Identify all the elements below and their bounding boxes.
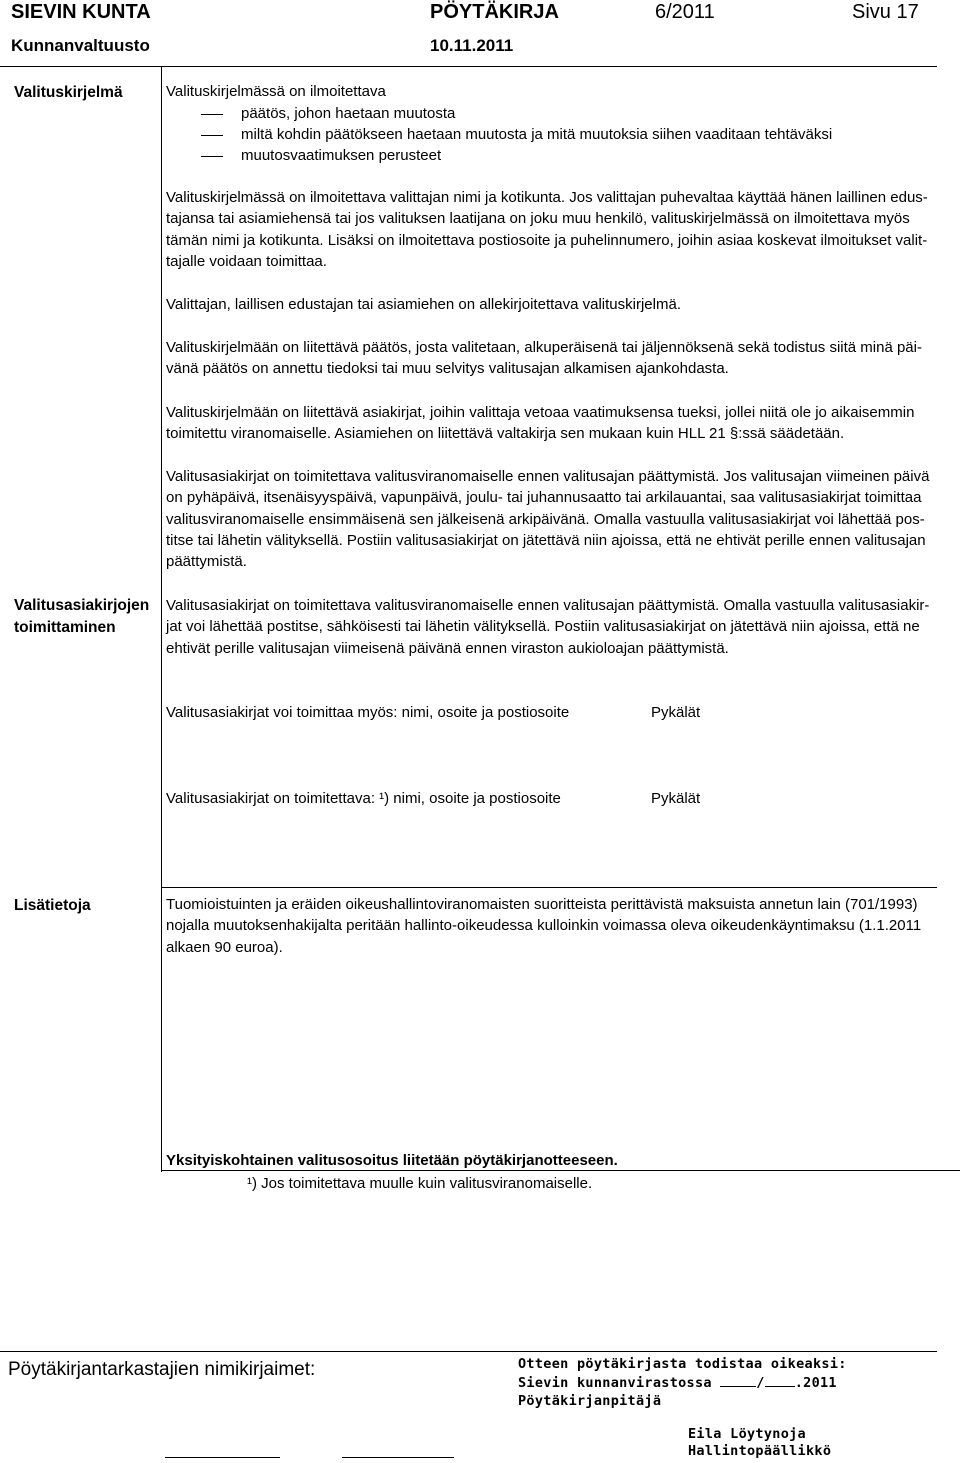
signature-line-2 [342,1457,454,1458]
notes-rule [161,1170,960,1171]
list-item: päätös, johon haetaan muutosta [201,103,455,124]
signer-title: Hallintopäällikkö [688,1443,832,1459]
header-doc-type: PÖYTÄKIRJA [430,1,559,23]
bold-note: Yksityiskohtainen valitusosoitus liitetään pöytäkirjanotteeseen. [166,1152,618,1169]
list-item: miltä kohdin päätökseen haetaan muutosta ja mitä muutoksia siihen vaaditaan tehtäväksi [201,124,832,145]
dash-bullet [201,135,223,136]
valituskirjelma-intro: Valituskirjelmässä on ilmoitettava [166,83,386,100]
paragraph: Valituskirjelmään on liitettävä asiakirjat, joihin valittaja vetoaa vaatimuksensa tueksi, jollei niitä ole jo aikaisemmin toimitettu viranomaiselle. Asiamiehen on liitettävä valtakirja sen mukaan kuin HLL 21 §:ssä säädetään. [166,404,915,443]
paragraph: Valittajan, laillisen edustajan tai asiamiehen on allekirjoitettava valituskirjelmä. [166,296,681,313]
header-rule [0,66,937,67]
cert-line-1: Otteen pöytäkirjasta todistaa oikeaksi: [518,1356,847,1372]
month-blank [765,1374,795,1387]
list-item: muutosvaatimuksen perusteet [201,145,441,166]
cert-line-2: Sievin kunnanvirastossa / .2011 [518,1375,837,1391]
address-row-2-text: Valitusasiakirjat on toimitettava: ¹) nimi, osoite ja postiosoite [166,790,561,807]
header-doc-no: 6/2011 [655,1,715,23]
footnote: ¹) Jos toimitettava muulle kuin valitusviranomaiselle. [247,1175,593,1192]
paragraph: Valituskirjelmässä on ilmoitettava valittajan nimi ja kotikunta. Jos valittajan puhevaltaa käyttää hänen laillinen edus-tajansa tai asiamiehensä tai jos valituksen laatijana on joku muu henkilö, valituskirjelmässä on ilmoitettava myös tämän nimi ja kotikunta. Lisäksi on ilmoitettava postiosoite ja puhelinnumero, joihin asiaa koskevat ilmoitukset valit-tajalle voidaan toimittaa. [166,189,928,270]
section-label-valituskirjelma: Valituskirjelmä [14,84,123,101]
dash-bullet [201,156,223,157]
paragraph: Tuomioistuinten ja eräiden oikeushallintoviranomaisten suoritteista perittävistä maksuista annetun lain (701/1993) nojalla muutoksenhakijalta peritään hallinto-oikeudessa kulloinkin voimassa oleva oikeudenkäyntimaksu (1.1.2011 alkaen 90 euroa). [166,896,922,956]
footer-rule [0,1351,937,1352]
section-label-toimittaminen-2: toimittaminen [14,619,116,636]
section-label-toimittaminen-1: Valitusasiakirjojen [14,597,150,614]
header-org: SIEVIN KUNTA [11,1,151,23]
address-row-1-text: Valitusasiakirjat voi toimittaa myös: nimi, osoite ja postiosoite [166,704,570,721]
signer-name: Eila Löytynoja [688,1426,806,1442]
paragraph: Valitusasiakirjat on toimitettava valitusviranomaiselle ennen valitusajan päättymistä. Omalla vastuulla valitusasiakir-jat voi lähettää postitse, sähköisesti tai lähetin välityksellä. Postiin valitusasiakirjat on jätettävä niin ajoissa, että ne ehtivät perille valitusajan viimeisenä päivänä ennen viraston aukioloajan päättymistä. [166,597,930,657]
paragraph: Valitusasiakirjat on toimitettava valitusviranomaiselle ennen valitusajan päättymistä. Jos valitusajan viimeinen päivä on pyhäpäivä, itsenäisyyspäivä, vapunpäivä, joulu- tai juhannusaatto tai arkilauantai, saa valitusasiakirjat toimittaa valitusviranomaiselle ensimmäisenä sen jälkeisenä arkipäivänä. Omalla vastuulla valitusasiakirjat voi lähettää pos-titse tai lähetin välityksellä. Postiin valitusasiakirjat on jätettävä niin ajoissa, että ne ehtivät perille ennen valitusajan päättymistä. [166,468,930,571]
column-divider [161,67,162,1172]
header-date: 10.11.2011 [430,36,514,55]
header-body: Kunnanvaltuusto [11,36,150,55]
header-page: Sivu 17 [852,1,919,23]
address-row-2-col: Pykälät [651,790,701,807]
footer-left-label: Pöytäkirjantarkastajien nimikirjaimet: [8,1359,316,1380]
day-blank [720,1374,756,1387]
lisatietoja-rule [161,887,937,888]
cert-line-3: Pöytäkirjanpitäjä [518,1393,662,1409]
signature-line-1 [165,1457,280,1458]
paragraph: Valituskirjelmään on liitettävä päätös, josta valitetaan, alkuperäisenä tai jäljennöksenä sekä todistus siitä minä päi-vänä päätös on annettu tiedoksi tai muu selvitys valitusajan alkamisen ajankohdasta. [166,339,922,378]
address-row-1-col: Pykälät [651,704,701,721]
section-label-lisatietoja: Lisätietoja [14,897,91,914]
dash-bullet [201,114,223,115]
